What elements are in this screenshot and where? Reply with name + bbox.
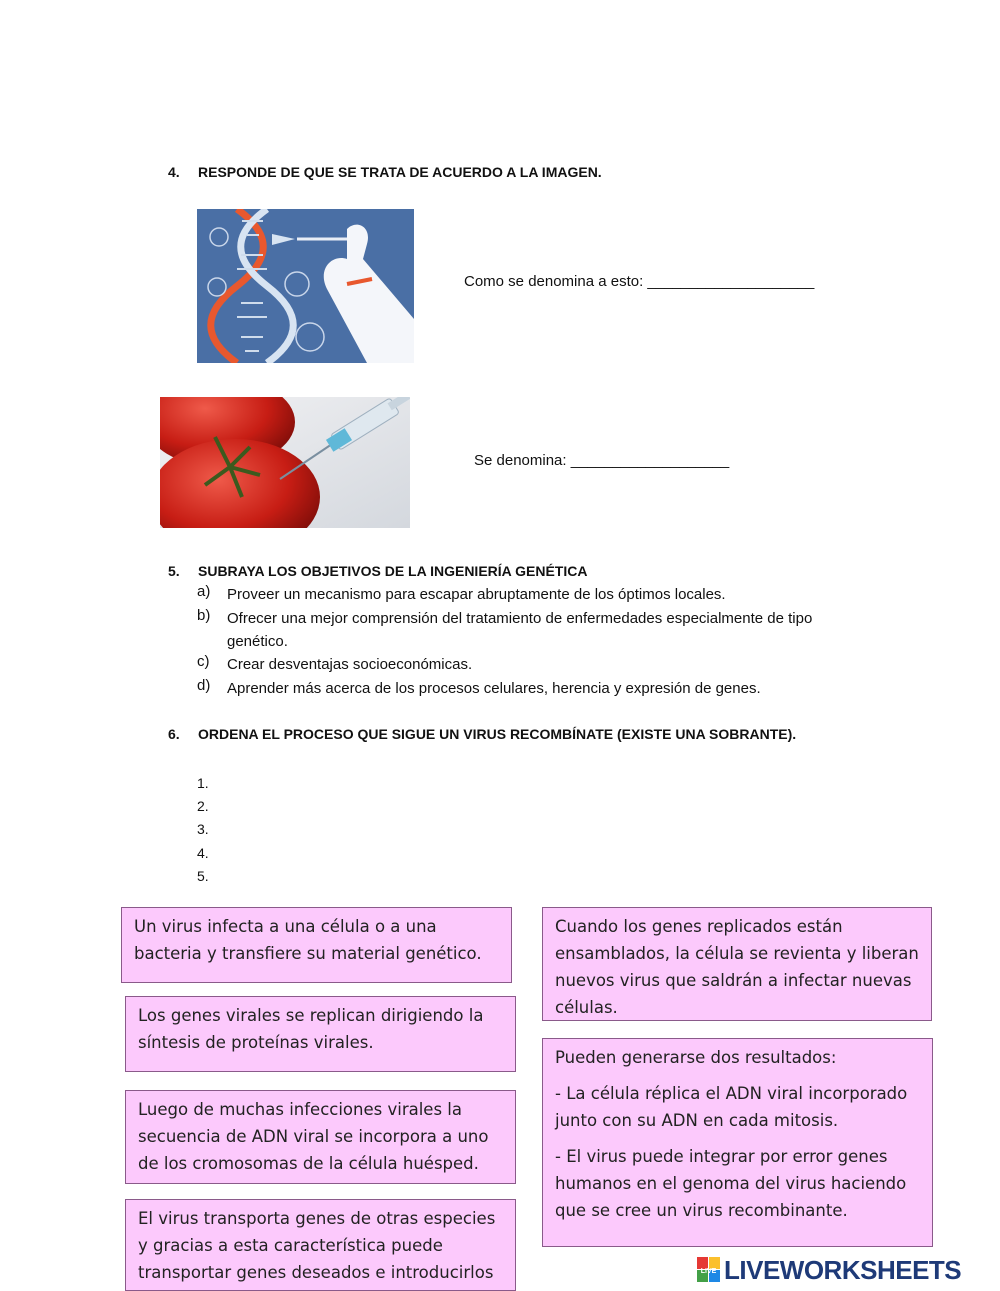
q5-heading	[168, 563, 587, 579]
step-card-6[interactable]	[542, 1038, 933, 1247]
step-card-2[interactable]	[125, 996, 516, 1072]
liveworksheets-wordmark: LIVEWORKSHEETS	[724, 1255, 962, 1285]
q4-title: RESPONDE DE QUE SE TRATA DE ACUERDO A LA IMAGEN.	[198, 164, 602, 180]
option-letter: b)	[197, 607, 211, 624]
q4-heading	[168, 164, 602, 180]
step-card-text: Un virus infecta a una célula o a una bacteria y transfiere su material genético.	[134, 917, 482, 963]
q4-prompt-2: Se denomina: ___________________	[474, 452, 730, 469]
liveworksheets-logo[interactable]	[697, 1255, 997, 1285]
logo-badge-text: LIVE	[700, 1268, 717, 1275]
step-card-text: Los genes virales se replican dirigiendo la síntesis de proteínas virales.	[138, 1006, 484, 1052]
step-card-3[interactable]	[125, 1090, 516, 1184]
q5-option-c[interactable]	[197, 653, 857, 676]
q6-number: 6.	[168, 726, 180, 742]
q6-heading	[168, 726, 796, 742]
order-slot-5[interactable]: 5.	[197, 868, 209, 884]
step-card-5[interactable]	[542, 907, 932, 1021]
q4-prompt-1: Como se denomina a esto: ____________________	[464, 273, 815, 290]
option-text[interactable]: Ofrecer una mejor comprensión del tratamiento de enfermedades especialmente de tipo genético.	[227, 610, 813, 650]
order-slot-4[interactable]: 4.	[197, 845, 209, 861]
q5-option-d[interactable]	[197, 677, 857, 700]
order-slot-3[interactable]: 3.	[197, 821, 209, 837]
step-card-4[interactable]	[125, 1199, 516, 1291]
option-letter: d)	[197, 677, 211, 694]
liveworksheets-badge-icon	[697, 1257, 721, 1283]
step-card-text: Cuando los genes replicados están ensamblados, la célula se revienta y liberan nuevos virus que saldrán a infectar nuevas células.	[555, 917, 919, 1017]
option-text[interactable]: Crear desventajas socioeconómicas.	[227, 656, 473, 673]
q5-number: 5.	[168, 563, 180, 579]
step-card-text: Luego de muchas infecciones virales la secuencia de ADN viral se incorpora a uno de los cromosomas de la célula huésped.	[138, 1100, 489, 1173]
q4-number: 4.	[168, 164, 180, 180]
q5-title: SUBRAYA LOS OBJETIVOS DE LA INGENIERÍA GENÉTICA	[198, 563, 588, 579]
step-card-text: Pueden generarse dos resultados:	[555, 1048, 837, 1067]
option-text[interactable]: Proveer un mecanismo para escapar abruptamente de los óptimos locales.	[227, 586, 726, 603]
q6-title: ORDENA EL PROCESO QUE SIGUE UN VIRUS RECOMBÍNATE (EXISTE UNA SOBRANTE).	[198, 726, 797, 742]
q5-option-b[interactable]	[197, 607, 857, 653]
step-card-1[interactable]	[121, 907, 512, 983]
option-letter: c)	[197, 653, 210, 670]
step-card-text: - El virus puede integrar por error genes humanos en el genoma del virus haciendo que se cree un virus recombinante.	[555, 1147, 907, 1220]
order-slot-2[interactable]: 2.	[197, 798, 209, 814]
q5-option-a[interactable]	[197, 583, 857, 606]
option-text[interactable]: Aprender más acerca de los procesos celulares, herencia y expresión de genes.	[227, 680, 761, 697]
step-card-text: El virus transporta genes de otras especies y gracias a esta característica puede transportar genes deseados e introducirlos	[138, 1209, 496, 1282]
order-slot-1[interactable]: 1.	[197, 775, 209, 791]
option-letter: a)	[197, 583, 211, 600]
dna-editing-image	[197, 209, 414, 363]
step-card-text: - La célula réplica el ADN viral incorporado junto con su ADN en cada mitosis.	[555, 1084, 908, 1130]
tomato-injection-image	[160, 397, 410, 528]
